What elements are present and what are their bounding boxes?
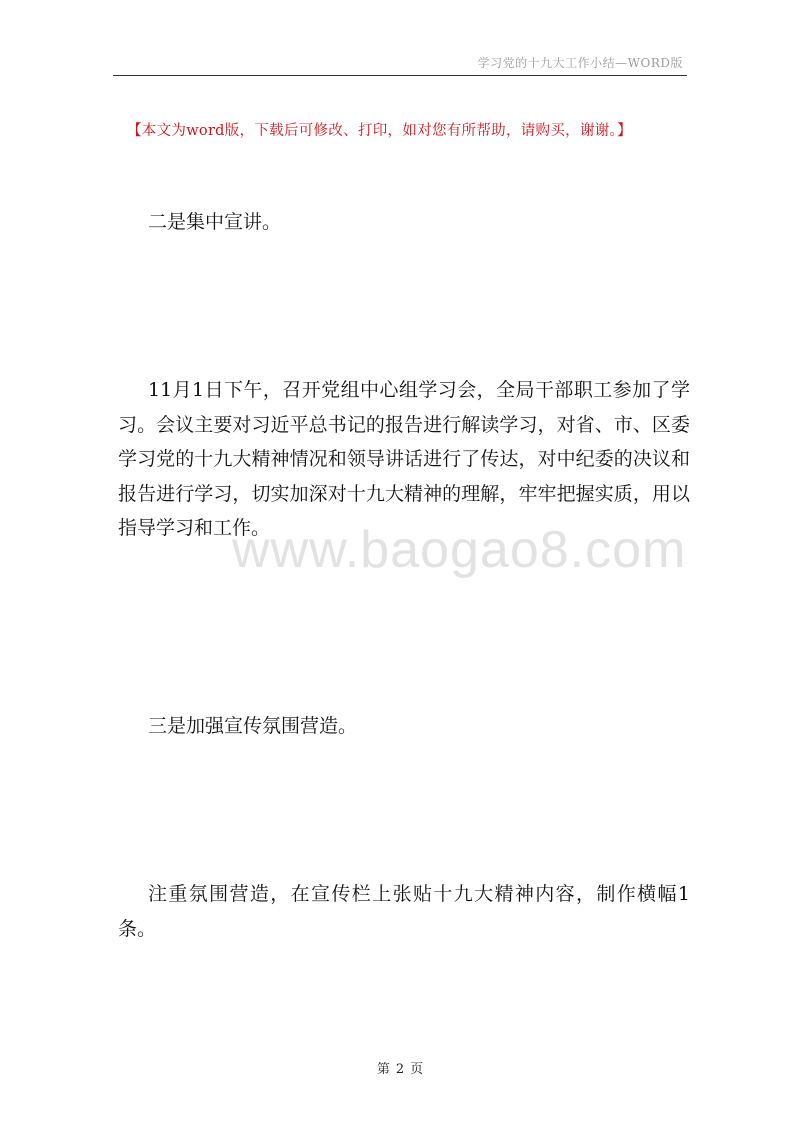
header-divider [113, 75, 687, 76]
word-version-notice: 【本文为word版，下载后可修改、打印，如对您有所帮助，请购买，谢谢。】 [127, 123, 632, 139]
paragraph-body-atmosphere: 注重氛围营造，在宣传栏上张贴十九大精神内容，制作横幅1条。 [118, 883, 690, 940]
page-label-prefix: 第 [376, 1062, 390, 1077]
page-footer [0, 1058, 800, 1077]
paragraph-section-heading-3: 三是加强宣传氛围营造。 [148, 715, 358, 737]
site-watermark: www.baogao8.com [232, 521, 687, 579]
paragraph-body-meeting: 11月1日下午，召开党组中心组学习会，全局干部职工参加了学习。会议主要对习近平总书记的报告进行解读学习，对省、市、区委学习党的十九大精神情况和领导讲话进行了传达，对中纪委的决议和报告进行学习，切实加深对十九大精神的理解，牢牢把握实质，用以指导学习和工作。 [118, 379, 690, 539]
paragraph-section-heading-2: 二是集中宣讲。 [148, 211, 282, 233]
page-label-suffix: 页 [410, 1062, 424, 1077]
page-number: 2 [395, 1062, 405, 1077]
document-header-title: 学习党的十九大工作小结—WORD版 [477, 56, 683, 70]
